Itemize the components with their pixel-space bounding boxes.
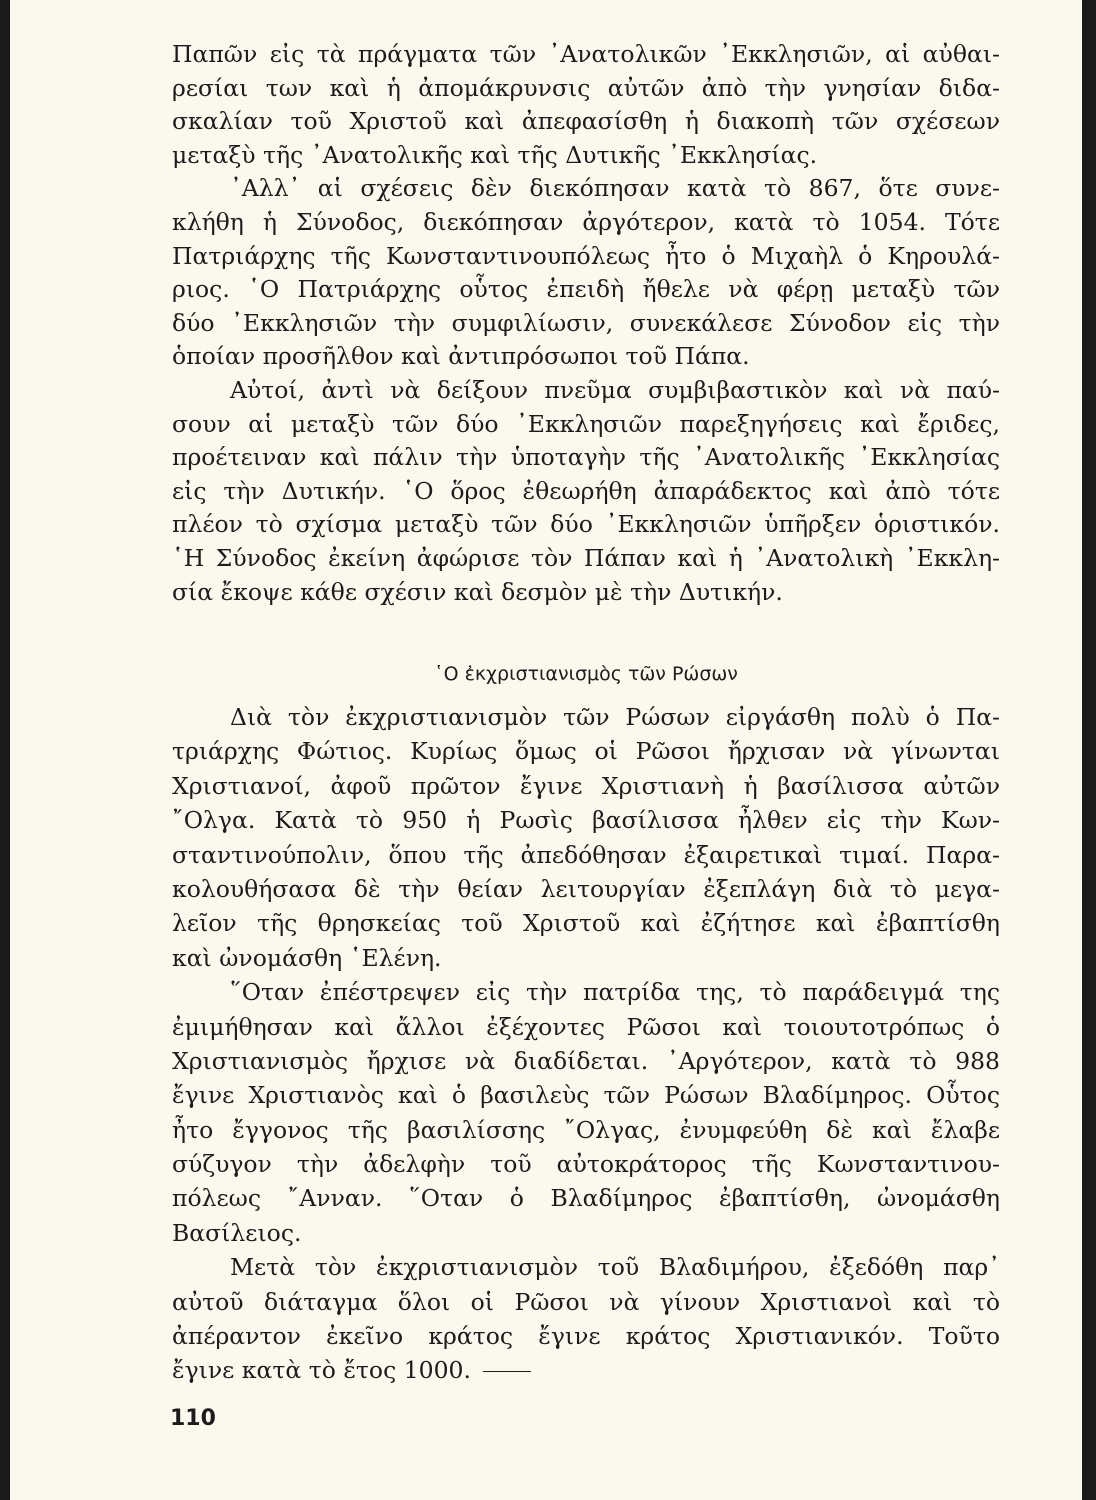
final-sentence: ἔγινε κατὰ τὸ ἔτος 1000.: [172, 1356, 471, 1385]
text-line: σταντινούπολιν, ὅπου τῆς ἀπεδόθησαν ἐξαιρετικαὶ τιμαί. Παρα-: [172, 840, 1000, 869]
text-line: Χριστιανισμὸς ἤρχισε νὰ διαδίδεται. ᾿Αργότερον, κατὰ τὸ 988: [172, 1046, 1000, 1075]
text-line: μεταξὺ τῆς ᾿Ανατολικῆς καὶ τῆς Δυτικῆς ᾿Εκκλησίας.: [172, 140, 818, 169]
text-line: ἔγινε Χριστιανὸς καὶ ὁ βασιλεὺς τῶν Ρώσων Βλαδίμηρος. Οὗτος: [172, 1081, 1000, 1110]
text-line: Διὰ τὸν ἐκχριστιανισμὸν τῶν Ρώσων εἰργάσθη πολὺ ὁ Πα-: [230, 703, 1000, 731]
text-line: ῾Η Σύνοδος ἐκείνη ἀφώρισε τὸν Πάπαν καὶ ἡ ᾿Ανατολικὴ ᾿Εκκλη-: [172, 543, 1000, 572]
text-line: πλέον τὸ σχίσμα μεταξὺ τῶν δύο ᾿Εκκλησιῶν ὑπῆρξεν ὁριστικόν.: [172, 510, 1000, 539]
text-line: κλήθη ἡ Σύνοδος, διεκόπησαν ἀργότερον, κατὰ τὸ 1054. Τότε: [172, 207, 1000, 236]
text-line: πόλεως ῎Ανναν. ῞Οταν ὁ Βλαδίμηρος ἐβαπτίσθη, ὠνομάσθη: [172, 1184, 1000, 1213]
text-line: Αὐτοί, ἀντὶ νὰ δείξουν πνεῦμα συμβιβαστικὸν καὶ νὰ παύ-: [230, 375, 1000, 404]
page-number: 110: [170, 1406, 216, 1431]
text-line: τριάρχης Φώτιος. Κυρίως ὅμως οἱ Ρῶσοι ἤρχισαν νὰ γίνωνται: [172, 737, 1000, 766]
section-heading: ῾Ο ἐκχριστιανισμὸς τῶν Ρώσων: [434, 663, 738, 685]
text-line: Μετὰ τὸν ἐκχριστιανισμὸν τοῦ Βλαδιμήρου, ἐξεδόθη παρ᾿: [230, 1253, 1000, 1282]
text-line: ρεσίαι των καὶ ἡ ἀπομάκρυνσις αὐτῶν ἀπὸ τὴν γνησίαν διδα-: [172, 73, 1000, 102]
text-line: αὐτοῦ διάταγμα ὅλοι οἱ Ρῶσοι νὰ γίνουν Χριστιανοὶ καὶ τὸ: [172, 1287, 1000, 1316]
text-line: σύζυγον τὴν ἀδελφὴν τοῦ αὐτοκράτορος τῆς Κωνσταντινου-: [172, 1150, 1000, 1179]
text-line: σκαλίαν τοῦ Χριστοῦ καὶ ἀπεφασίσθη ἡ διακοπὴ τῶν σχέσεων: [172, 107, 1000, 136]
text-line: προέτειναν καὶ πάλιν τὴν ὑποταγὴν τῆς ᾿Ανατολικῆς ᾿Εκκλησίας: [172, 443, 1000, 472]
text-line: καὶ ὠνομάσθη ῾Ελένη.: [172, 943, 442, 972]
text-line: δύο ᾿Εκκλησιῶν τὴν συμφιλίωσιν, συνεκάλεσε Σύνοδον εἰς τὴν: [172, 308, 1000, 337]
text-line: ῞Οταν ἐπέστρεψεν εἰς τὴν πατρίδα της, τὸ παράδειγμά της: [230, 978, 1000, 1007]
text-line: ᾿Αλλ᾿ αἱ σχέσεις δὲν διεκόπησαν κατὰ τὸ 867, ὅτε συνε-: [230, 174, 1000, 203]
text-line: ἦτο ἔγγονος τῆς βασιλίσσης ῎Ολγας, ἐνυμφεύθη δὲ καὶ ἔλαβε: [172, 1115, 1000, 1144]
text-line-final: [172, 1353, 1000, 1387]
text-line: ὁποίαν προσῆλθον καὶ ἀντιπρόσωποι τοῦ Πάπα.: [172, 342, 750, 371]
text-line: σία ἔκοψε κάθε σχέσιν καὶ δεσμὸν μὲ τὴν Δυτικήν.: [172, 577, 783, 606]
text-line: κολουθήσασα δὲ τὴν θείαν λειτουργίαν ἐξεπλάγη διὰ τὸ μεγα-: [172, 874, 1000, 903]
text-block-bottom: [172, 700, 1000, 1388]
text-line: ῎Ολγα. Κατὰ τὸ 950 ἡ Ρωσὶς βασίλισσα ἦλθεν εἰς τὴν Κων-: [172, 806, 1000, 835]
text-line: εἰς τὴν Δυτικήν. ῾Ο ὅρος ἐθεωρήθη ἀπαράδεκτος καὶ ἀπὸ τότε: [172, 476, 1000, 505]
text-line: Πατριάρχης τῆς Κωνσταντινουπόλεως ἦτο ὁ Μιχαὴλ ὁ Κηρουλά-: [172, 241, 1000, 270]
text-line: Παπῶν εἰς τὰ πράγματα τῶν ᾿Ανατολικῶν ᾿Εκκλησιῶν, αἱ αὐθαι-: [172, 40, 1000, 68]
text-line: σουν αἱ μεταξὺ τῶν δύο ᾿Εκκλησιῶν παρεξηγήσεις καὶ ἔριδες,: [172, 409, 1000, 438]
text-line: ριος. ῾Ο Πατριάρχης οὗτος ἐπειδὴ ἤθελε νὰ φέρῃ μεταξὺ τῶν: [172, 275, 1000, 304]
end-dash: [483, 1371, 531, 1372]
text-line: ἐμιμήθησαν καὶ ἄλλοι ἐξέχοντες Ρῶσοι καὶ τοιουτοτρόπως ὁ: [172, 1012, 1000, 1041]
text-line: Χριστιανοί, ἀφοῦ πρῶτον ἔγινε Χριστιανὴ ἡ βασίλισσα αὐτῶν: [172, 771, 1000, 800]
text-line: ἀπέραντον ἐκεῖνο κράτος ἔγινε κράτος Χριστιανικόν. Τοῦτο: [172, 1322, 1000, 1351]
text-line: λεῖον τῆς θρησκείας τοῦ Χριστοῦ καὶ ἐζήτησε καὶ ἐβαπτίσθη: [172, 909, 1000, 938]
text-block-top: [172, 38, 1000, 609]
text-line: Βασίλειος.: [172, 1218, 302, 1247]
